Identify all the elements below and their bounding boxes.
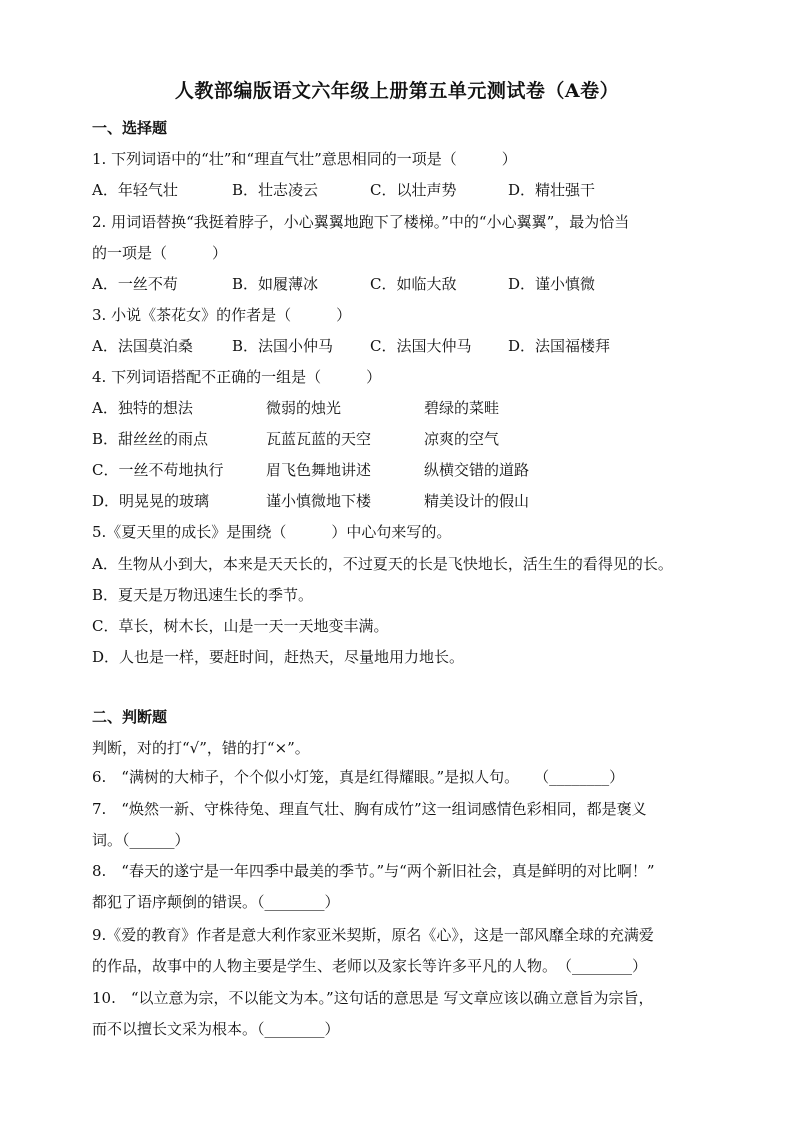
section-heading-judgement: 二、判断题 — [92, 708, 168, 726]
q5-option-b: B．夏天是万物迅速生长的季节。 — [92, 586, 314, 604]
question-9: 9.《爱的教育》作者是意大利作家亚米契斯，原名《心》，这是一部风靡全球的充满爱 — [92, 926, 654, 944]
q4-row-b-col3: 凉爽的空气 — [424, 430, 500, 448]
question-7-cont: 词。（______） — [92, 831, 190, 849]
q2-option-c: C．如临大敌 — [370, 275, 457, 293]
q4-row-c-col3: 纵横交错的道路 — [424, 461, 530, 479]
q1-option-a: A．年轻气壮 — [92, 181, 178, 199]
question-6: 6. “满树的大柿子，个个似小灯笼，真是红得耀眼。”是拟人句。 （________） — [92, 768, 625, 786]
section-heading-choice: 一、选择题 — [92, 119, 168, 137]
question-10: 10. “以立意为宗，不以能文为本。”这句话的意思是 写文章应该以确立意旨为宗旨， — [92, 989, 654, 1007]
q4-row-b-col2: 瓦蓝瓦蓝的天空 — [266, 430, 372, 448]
question-2-stem: 2. 用词语替换“我挺着脖子，小心翼翼地跑下了楼梯。”中的“小心翼翼”，最为恰当 — [92, 213, 630, 231]
q5-option-c: C．草长，树木长，山是一天一天地变丰满。 — [92, 617, 389, 635]
question-3-stem: 3. 小说《茶花女》的作者是（ ） — [92, 306, 352, 324]
question-1-stem: 1. 下列词语中的“壮”和“理直气壮”意思相同的一项是（ ） — [92, 150, 517, 168]
q4-row-d-col2: 谨小慎微地下楼 — [266, 492, 372, 510]
question-8-cont: 都犯了语序颠倒的错误。（________） — [92, 893, 340, 911]
q4-row-a-col1: A．独特的想法 — [92, 399, 193, 417]
q4-row-a-col2: 微弱的烛光 — [266, 399, 342, 417]
q3-option-d: D．法国福楼拜 — [508, 337, 611, 355]
question-7: 7. “焕然一新、守株待兔、理直气壮、胸有成竹”这一组词感情色彩相同，都是褒义 — [92, 800, 647, 818]
q3-option-a: A．法国莫泊桑 — [92, 337, 193, 355]
q2-option-d: D．谨小慎微 — [508, 275, 596, 293]
q3-option-b: B．法国小仲马 — [232, 337, 334, 355]
q2-option-b: B．如履薄冰 — [232, 275, 319, 293]
q3-option-c: C．法国大仲马 — [370, 337, 472, 355]
q4-row-a-col3: 碧绿的菜畦 — [424, 399, 500, 417]
q4-row-d-col3: 精美设计的假山 — [424, 492, 530, 510]
question-9-cont: 的作品，故事中的人物主要是学生、老师以及家长等许多平凡的人物。 （________） — [92, 957, 648, 975]
question-10-cont: 而不以擅长文采为根本。（________） — [92, 1020, 340, 1038]
question-4-stem: 4. 下列词语搭配不正确的一组是（ ） — [92, 368, 382, 386]
q4-row-c-col2: 眉飞色舞地讲述 — [266, 461, 372, 479]
q4-row-b-col1: B．甜丝丝的雨点 — [92, 430, 209, 448]
page-title: 人教部编版语文六年级上册第五单元测试卷（A卷） — [174, 80, 620, 102]
q2-option-a: A．一丝不苟 — [92, 275, 178, 293]
question-8: 8. “春天的遂宁是一年四季中最美的季节。”与“两个新旧社会，真是鲜明的对比啊！” — [92, 862, 655, 880]
q5-option-d: D．人也是一样，要赶时间，赶热天，尽量地用力地长。 — [92, 648, 465, 666]
judgement-instruction: 判断，对的打“√”，错的打“×”。 — [92, 739, 310, 757]
q5-option-a: A．生物从小到大，本来是天天长的，不过夏天的长是飞快地长，活生生的看得见的长。 — [92, 555, 673, 573]
q4-row-d-col1: D．明晃晃的玻璃 — [92, 492, 210, 510]
q1-option-b: B．壮志凌云 — [232, 181, 319, 199]
q1-option-d: D．精壮强干 — [508, 181, 596, 199]
q1-option-c: C．以壮声势 — [370, 181, 457, 199]
q4-row-c-col1: C．一丝不苟地执行 — [92, 461, 224, 479]
question-5-stem: 5.《夏天里的成长》是围绕（ ）中心句来写的。 — [92, 523, 452, 541]
question-2-stem-cont: 的一项是（ ） — [92, 244, 228, 262]
